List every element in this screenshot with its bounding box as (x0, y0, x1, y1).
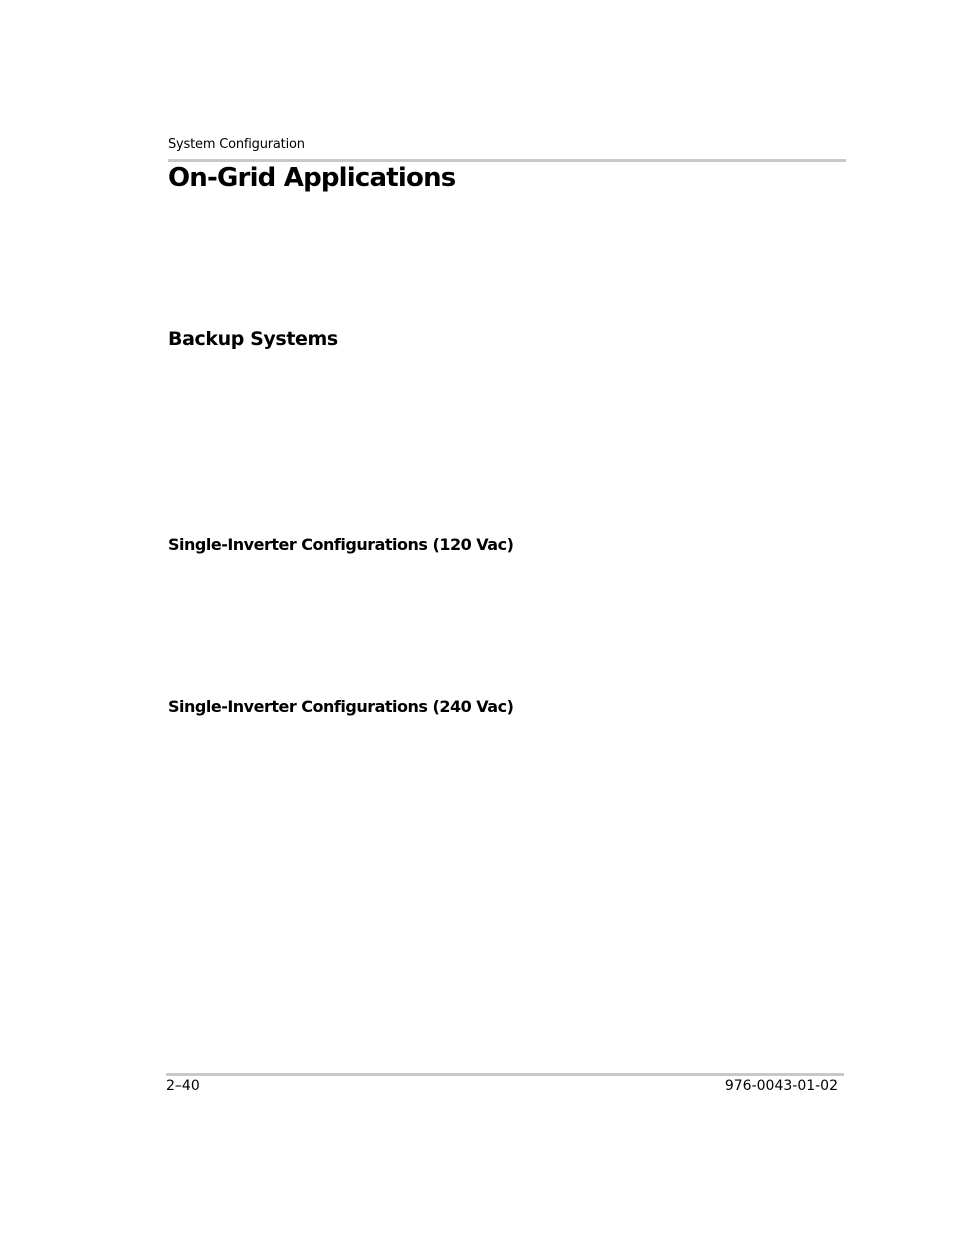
footer-rule (166, 1073, 844, 1076)
footer-document-number: 976-0043-01-02 (724, 1078, 838, 1094)
running-header: System Configuration (168, 137, 305, 152)
section-heading: Backup Systems (168, 328, 338, 350)
subsection-heading-240vac: Single-Inverter Configurations (240 Vac) (168, 697, 514, 716)
footer-page-number: 2–40 (166, 1078, 200, 1094)
page-title: On-Grid Applications (168, 163, 456, 193)
subsection-heading-120vac: Single-Inverter Configurations (120 Vac) (168, 535, 514, 554)
